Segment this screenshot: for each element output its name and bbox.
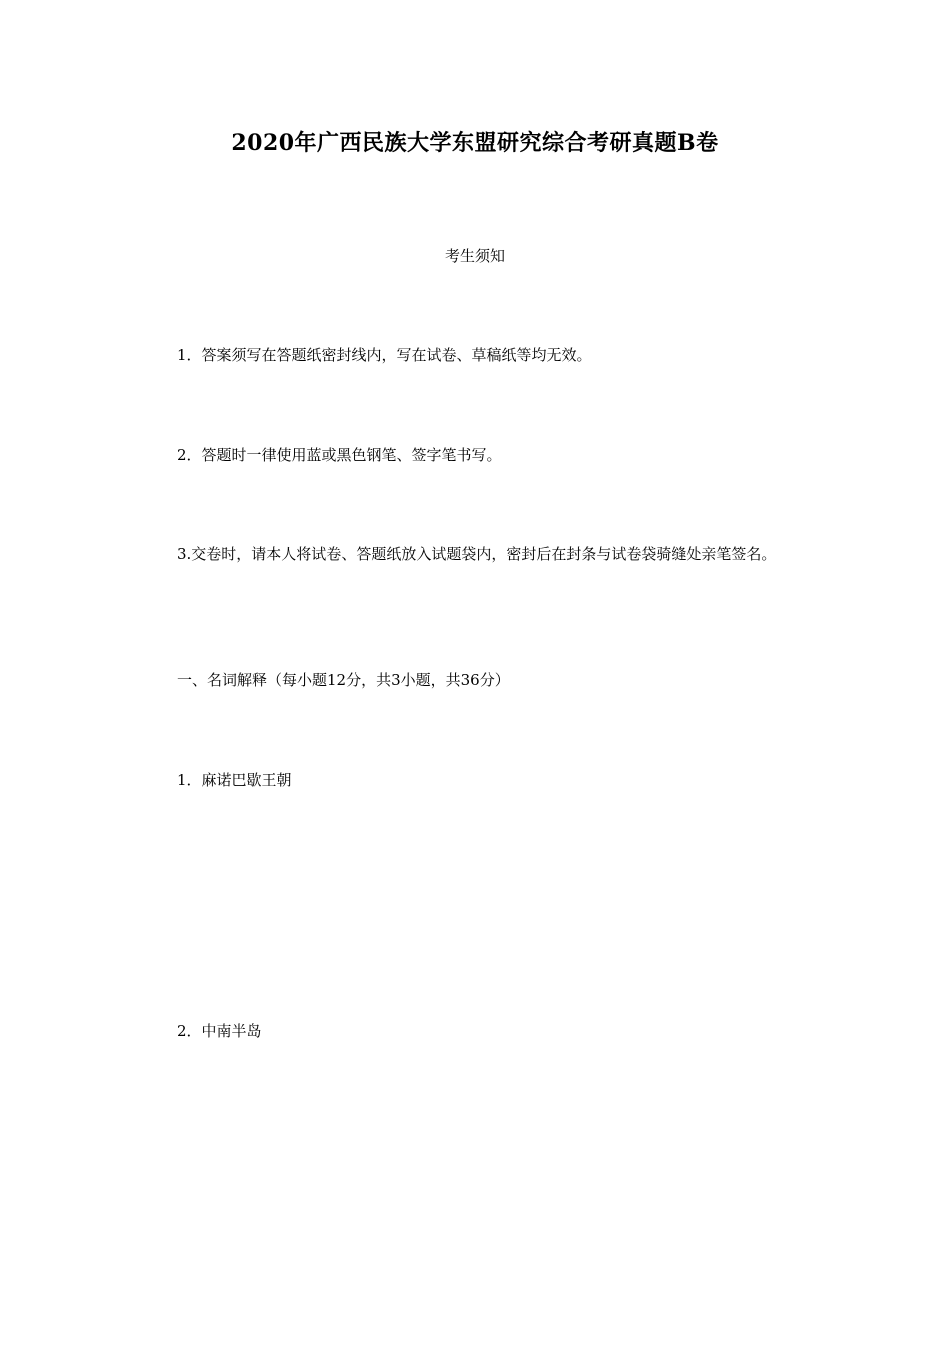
question-2: 2．中南半岛 xyxy=(177,1022,262,1040)
page-title: 2020年广西民族大学东盟研究综合考研真题B卷 xyxy=(231,130,719,156)
notice-heading: 考生须知 xyxy=(444,247,505,265)
instruction-2: 2．答题时一律使用蓝或黑色钢笔、签字笔书写。 xyxy=(177,446,502,464)
question-1: 1．麻诺巴歇王朝 xyxy=(177,771,292,789)
section-heading: 一、名词解释（每小题12分，共3小题，共36分） xyxy=(177,671,510,689)
instruction-1: 1．答案须写在答题纸密封线内，写在试卷、草稿纸等均无效。 xyxy=(177,346,592,364)
instruction-3: 3.交卷时，请本人将试卷、答题纸放入试题袋内，密封后在封条与试卷袋骑缝处亲笔签名。 xyxy=(177,545,777,563)
